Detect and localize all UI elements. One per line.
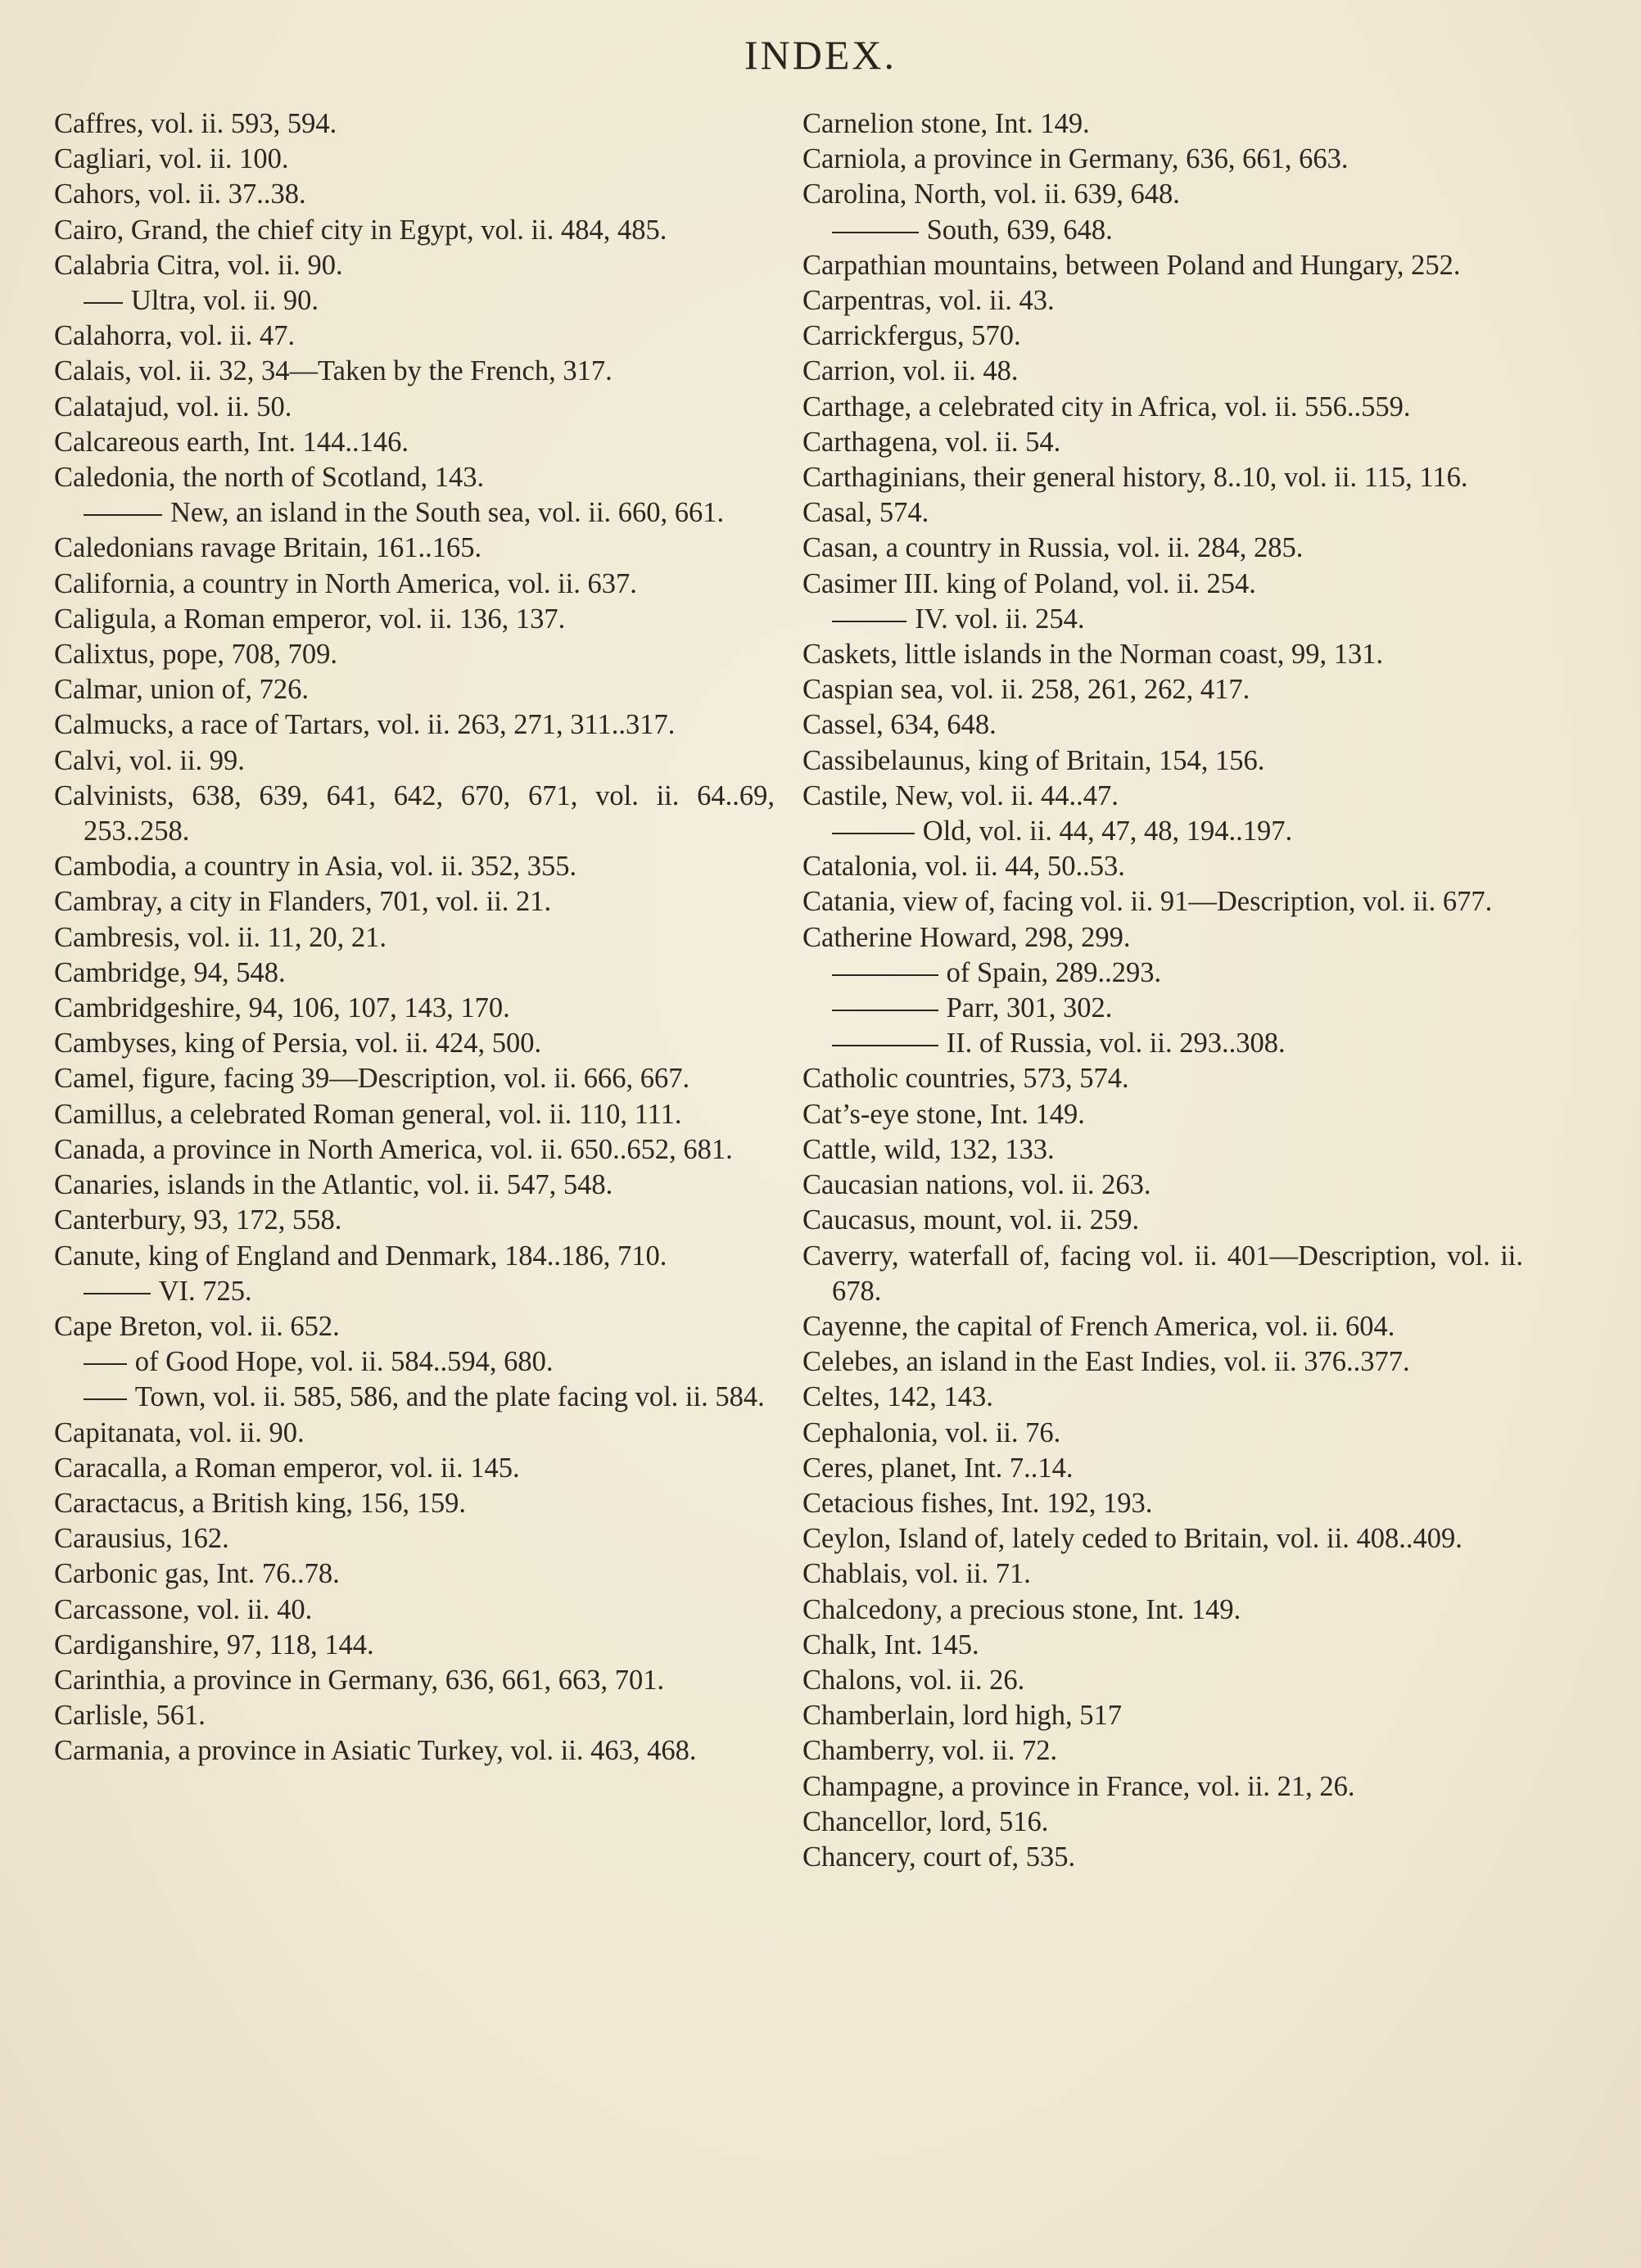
index-entry xyxy=(54,1061,775,1096)
index-entry xyxy=(54,567,775,602)
index-entry-text: Chalcedony, a precious stone, Int. 149. xyxy=(802,1593,1241,1625)
index-entry-text: Catalonia, vol. ii. 44, 50..53. xyxy=(802,851,1125,883)
index-entry-text: Carnelion stone, Int. 149. xyxy=(802,108,1090,139)
index-entry-text: Carinthia, a province in Germany, 636, 661, 663, 701. xyxy=(54,1664,665,1696)
index-entry xyxy=(54,106,775,142)
index-entry xyxy=(802,1132,1523,1168)
index-entry xyxy=(54,354,775,389)
index-entry xyxy=(54,884,775,919)
index-entry xyxy=(802,177,1523,212)
index-entry-text: Cambodia, a country in Asia, vol. ii. 352, 355. xyxy=(54,851,577,883)
index-entry-text: Cagliari, vol. ii. 100. xyxy=(54,143,289,175)
index-entry xyxy=(54,1168,775,1203)
index-entry xyxy=(54,1698,775,1733)
index-entry xyxy=(54,1309,775,1344)
index-entry xyxy=(54,956,775,991)
index-entry xyxy=(54,1663,775,1698)
index-entry-text: Canterbury, 93, 172, 558. xyxy=(54,1204,342,1236)
index-entry-text: Caspian sea, vol. ii. 258, 261, 262, 417. xyxy=(802,674,1250,706)
index-entry-text: Caucasus, mount, vol. ii. 259. xyxy=(802,1204,1140,1236)
index-entry-text: Old, vol. ii. 44, 47, 48, 194..197. xyxy=(922,815,1293,847)
index-entry-text: Cape Breton, vol. ii. 652. xyxy=(54,1310,340,1342)
index-entry xyxy=(54,637,775,672)
index-entry xyxy=(802,531,1523,566)
index-entry xyxy=(54,1344,775,1380)
index-entry xyxy=(802,814,1523,849)
index-entry-text: Ultra, vol. ii. 90. xyxy=(131,285,319,317)
index-entry-text: Cambyses, king of Persia, vol. ii. 424, 500. xyxy=(54,1028,542,1059)
ditto-dash xyxy=(832,1010,938,1011)
index-entry-text: Carbonic gas, Int. 76..78. xyxy=(54,1558,340,1590)
ditto-dash xyxy=(84,1398,127,1400)
index-entry-text: Capitanata, vol. ii. 90. xyxy=(54,1416,305,1448)
index-entry-text: Canaries, islands in the Atlantic, vol. ii. 547, 548. xyxy=(54,1169,613,1201)
index-entry xyxy=(802,213,1523,248)
index-entry-text: Calvinists, 638, 639, 641, 642, 670, 671, vol. ii. 64..69, 253..258. xyxy=(54,779,775,847)
index-entry-text: Caffres, vol. ii. 593, 594. xyxy=(54,108,337,139)
index-entry xyxy=(54,1097,775,1132)
index-entry-text: Canute, king of England and Denmark, 184..186, 710. xyxy=(54,1240,667,1272)
index-entry-text: Caligula, a Roman emperor, vol. ii. 136, 137. xyxy=(54,603,566,635)
index-entry-text: Casimer III. king of Poland, vol. ii. 254. xyxy=(802,567,1256,599)
index-entry xyxy=(802,602,1523,637)
index-entry-text: Ceres, planet, Int. 7..14. xyxy=(802,1452,1074,1484)
index-entry xyxy=(802,1239,1523,1309)
ditto-dash xyxy=(832,974,938,976)
index-entry xyxy=(54,779,775,849)
index-entry xyxy=(54,283,775,319)
index-entry-text: Chalons, vol. ii. 26. xyxy=(802,1664,1025,1696)
index-entry-text: Caledonia, the north of Scotland, 143. xyxy=(54,462,485,494)
index-entry-text: Cat’s-eye stone, Int. 149. xyxy=(802,1098,1085,1130)
index-entry xyxy=(802,390,1523,425)
index-entry xyxy=(54,390,775,425)
index-entry-text: Cambresis, vol. ii. 11, 20, 21. xyxy=(54,921,387,953)
index-entry xyxy=(802,743,1523,779)
index-entry xyxy=(54,1521,775,1556)
index-entry xyxy=(54,920,775,956)
index-entry-text: Casal, 574. xyxy=(802,497,929,529)
index-entry-text: California, a country in North America, vol. ii. 637. xyxy=(54,567,637,599)
index-entry-text: IV. vol. ii. 254. xyxy=(915,603,1085,635)
index-entry xyxy=(54,1416,775,1451)
index-entry-text: Calmucks, a race of Tartars, vol. ii. 263, 271, 311..317. xyxy=(54,709,676,741)
index-entry-text: Carthaginians, their general history, 8..10, vol. ii. 115, 116. xyxy=(802,462,1468,494)
index-entry-text: Canada, a province in North America, vol. ii. 650..652, 681. xyxy=(54,1133,733,1165)
index-entry xyxy=(802,1416,1523,1451)
index-entry-text: Chancellor, lord, 516. xyxy=(802,1805,1049,1837)
index-entry xyxy=(802,1663,1523,1698)
index-entry-text: Carrion, vol. ii. 48. xyxy=(802,355,1019,387)
index-entry xyxy=(802,1733,1523,1769)
index-entry xyxy=(54,142,775,177)
index-entry xyxy=(802,1593,1523,1628)
index-entry xyxy=(54,1628,775,1663)
index-entry-text: Cambray, a city in Flanders, 701, vol. ii. 21. xyxy=(54,886,552,918)
ditto-dash xyxy=(84,302,123,304)
index-entry-text: Catholic countries, 573, 574. xyxy=(802,1063,1129,1095)
index-entry-text: Cahors, vol. ii. 37..38. xyxy=(54,178,306,210)
index-entry-text: Calahorra, vol. ii. 47. xyxy=(54,320,296,352)
index-entry xyxy=(802,1026,1523,1061)
index-entry-text: II. of Russia, vol. ii. 293..308. xyxy=(946,1028,1286,1059)
index-entry xyxy=(802,1840,1523,1875)
index-entry-text: Carolina, North, vol. ii. 639, 648. xyxy=(802,178,1180,210)
index-entry-text: Caracalla, a Roman emperor, vol. ii. 145. xyxy=(54,1452,520,1484)
index-entry-text: Camel, figure, facing 39—Description, vol. ii. 666, 667. xyxy=(54,1063,690,1095)
index-entry-text: of Good Hope, vol. ii. 584..594, 680. xyxy=(134,1346,554,1378)
index-entry xyxy=(802,1203,1523,1238)
index-entry xyxy=(802,1097,1523,1132)
index-entry xyxy=(54,460,775,495)
index-entry-text: Chancery, court of, 535. xyxy=(802,1841,1076,1873)
index-entry xyxy=(54,602,775,637)
index-entry-text: Carrickfergus, 570. xyxy=(802,320,1021,352)
index-entry-text: Ceylon, Island of, lately ceded to Britain, vol. ii. 408..409. xyxy=(802,1523,1462,1555)
index-entry xyxy=(54,1239,775,1274)
index-entry-text: Cephalonia, vol. ii. 76. xyxy=(802,1416,1061,1448)
ditto-dash xyxy=(832,1045,938,1046)
index-entry xyxy=(802,1805,1523,1840)
index-entry xyxy=(802,1698,1523,1733)
index-entry xyxy=(54,1132,775,1168)
index-entry xyxy=(54,672,775,707)
index-entry xyxy=(802,707,1523,743)
index-entry xyxy=(54,1026,775,1061)
index-entry xyxy=(802,1309,1523,1344)
index-entry xyxy=(54,213,775,248)
index-entry-text: Cassibelaunus, king of Britain, 154, 156. xyxy=(802,744,1265,776)
index-entry-text: Carausius, 162. xyxy=(54,1523,229,1555)
index-entry xyxy=(802,495,1523,531)
index-entry xyxy=(802,1521,1523,1556)
index-entry-text: Camillus, a celebrated Roman general, vol. ii. 110, 111. xyxy=(54,1098,682,1130)
ditto-dash xyxy=(832,232,919,233)
index-entry-text: Cairo, Grand, the chief city in Egypt, vol. ii. 484, 485. xyxy=(54,214,667,246)
index-entry xyxy=(54,319,775,354)
index-entry xyxy=(802,1556,1523,1592)
ditto-dash xyxy=(84,1293,151,1294)
index-entry-text: Catania, view of, facing vol. ii. 91—Description, vol. ii. 677. xyxy=(802,886,1493,918)
index-entry xyxy=(802,425,1523,460)
index-entry-text: Cardiganshire, 97, 118, 144. xyxy=(54,1629,374,1660)
index-column-left xyxy=(54,106,775,1769)
index-entry xyxy=(54,495,775,531)
index-entry-text: South, 639, 648. xyxy=(926,214,1113,246)
index-entry xyxy=(802,884,1523,919)
index-entry xyxy=(802,567,1523,602)
index-entry-text: Chalk, Int. 145. xyxy=(802,1629,979,1660)
index-entry xyxy=(54,1486,775,1521)
index-entry xyxy=(54,1203,775,1238)
index-entry xyxy=(802,849,1523,884)
index-entry-text: New, an island in the South sea, vol. ii. 660, 661. xyxy=(170,497,725,529)
index-entry xyxy=(54,1274,775,1309)
index-entry xyxy=(54,1451,775,1486)
index-entry-text: Castile, New, vol. ii. 44..47. xyxy=(802,779,1119,811)
index-entry-text: VI. 725. xyxy=(158,1275,252,1307)
index-entry xyxy=(802,1061,1523,1096)
index-entry-text: Caverry, waterfall of, facing vol. ii. 401—Description, vol. ii. 678. xyxy=(802,1240,1523,1307)
index-entry xyxy=(802,779,1523,814)
index-entry-text: Carmania, a province in Asiatic Turkey, vol. ii. 463, 468. xyxy=(54,1735,697,1767)
index-entry xyxy=(54,743,775,779)
index-entry-text: Carniola, a province in Germany, 636, 661, 663. xyxy=(802,143,1349,175)
index-entry-text: Caucasian nations, vol. ii. 263. xyxy=(802,1169,1151,1201)
ditto-dash xyxy=(832,833,915,834)
index-entry-text: Carpathian mountains, between Poland and Hungary, 252. xyxy=(802,249,1461,281)
index-column-right xyxy=(802,106,1523,1875)
index-entry-text: Cambridgeshire, 94, 106, 107, 143, 170. xyxy=(54,992,510,1024)
index-entry-text: of Spain, 289..293. xyxy=(946,956,1162,988)
index-entry-text: Caskets, little islands in the Norman coast, 99, 131. xyxy=(802,639,1384,671)
index-entry-text: Carthagena, vol. ii. 54. xyxy=(802,426,1061,458)
index-entry xyxy=(802,920,1523,956)
index-entry-text: Cattle, wild, 132, 133. xyxy=(802,1133,1055,1165)
ditto-dash xyxy=(832,621,906,622)
index-entry-text: Chamberry, vol. ii. 72. xyxy=(802,1735,1058,1767)
index-entry-text: Calcareous earth, Int. 144..146. xyxy=(54,426,409,458)
index-entry-text: Casan, a country in Russia, vol. ii. 284, 285. xyxy=(802,532,1304,564)
index-entry-text: Catherine Howard, 298, 299. xyxy=(802,921,1131,953)
ditto-dash xyxy=(84,1363,127,1365)
index-entry xyxy=(802,460,1523,495)
index-entry xyxy=(802,1486,1523,1521)
index-entry xyxy=(54,1593,775,1628)
index-entry xyxy=(54,707,775,743)
index-entry-text: Champagne, a province in France, vol. ii. 21, 26. xyxy=(802,1770,1355,1802)
index-entry xyxy=(54,849,775,884)
index-entry-text: Town, vol. ii. 585, 586, and the plate facing vol. ii. 584. xyxy=(134,1381,765,1413)
ditto-dash xyxy=(84,514,162,516)
index-entry xyxy=(54,248,775,283)
index-entry xyxy=(802,248,1523,283)
index-entry-text: Chablais, vol. ii. 71. xyxy=(802,1558,1031,1590)
index-entry xyxy=(802,106,1523,142)
index-entry xyxy=(802,672,1523,707)
index-entry xyxy=(54,991,775,1026)
index-entry-text: Calatajud, vol. ii. 50. xyxy=(54,391,292,422)
index-entry-text: Carthage, a celebrated city in Africa, vol. ii. 556..559. xyxy=(802,391,1411,422)
index-entry xyxy=(802,1769,1523,1805)
index-entry-text: Caledonians ravage Britain, 161..165. xyxy=(54,532,482,564)
index-entry-text: Celtes, 142, 143. xyxy=(802,1381,993,1413)
index-entry xyxy=(802,142,1523,177)
index-entry-text: Cambridge, 94, 548. xyxy=(54,956,286,988)
index-entry-text: Carcassone, vol. ii. 40. xyxy=(54,1593,313,1625)
index-entry xyxy=(54,531,775,566)
index-entry xyxy=(54,1733,775,1769)
index-entry xyxy=(54,177,775,212)
index-entry xyxy=(802,956,1523,991)
index-entry-text: Calmar, union of, 726. xyxy=(54,674,309,706)
index-entry-text: Chamberlain, lord high, 517 xyxy=(802,1700,1122,1732)
page-title: INDEX. xyxy=(744,32,897,78)
index-entry xyxy=(802,1344,1523,1380)
index-entry xyxy=(802,1380,1523,1415)
index-entry xyxy=(802,991,1523,1026)
index-entry xyxy=(802,637,1523,672)
index-entry xyxy=(54,1380,775,1415)
index-entry-text: Celebes, an island in the East Indies, vol. ii. 376..377. xyxy=(802,1346,1410,1378)
index-entry-text: Cayenne, the capital of French America, vol. ii. 604. xyxy=(802,1310,1395,1342)
index-entry xyxy=(54,425,775,460)
index-entry xyxy=(802,283,1523,319)
index-entry-text: Calvi, vol. ii. 99. xyxy=(54,744,245,776)
index-entry-text: Calixtus, pope, 708, 709. xyxy=(54,639,337,671)
index-entry-text: Parr, 301, 302. xyxy=(946,992,1113,1024)
index-entry xyxy=(802,1628,1523,1663)
index-entry xyxy=(802,1168,1523,1203)
index-entry xyxy=(802,319,1523,354)
index-entry-text: Carpentras, vol. ii. 43. xyxy=(802,285,1055,317)
index-entry-text: Carlisle, 561. xyxy=(54,1700,206,1732)
index-entry xyxy=(54,1556,775,1592)
index-entry-text: Caractacus, a British king, 156, 159. xyxy=(54,1487,467,1519)
index-entry-text: Calais, vol. ii. 32, 34—Taken by the French, 317. xyxy=(54,355,613,387)
index-entry xyxy=(802,1451,1523,1486)
index-entry-text: Cassel, 634, 648. xyxy=(802,709,997,741)
index-entry-text: Cetacious fishes, Int. 192, 193. xyxy=(802,1487,1153,1519)
index-entry xyxy=(802,354,1523,389)
index-entry-text: Calabria Citra, vol. ii. 90. xyxy=(54,249,343,281)
